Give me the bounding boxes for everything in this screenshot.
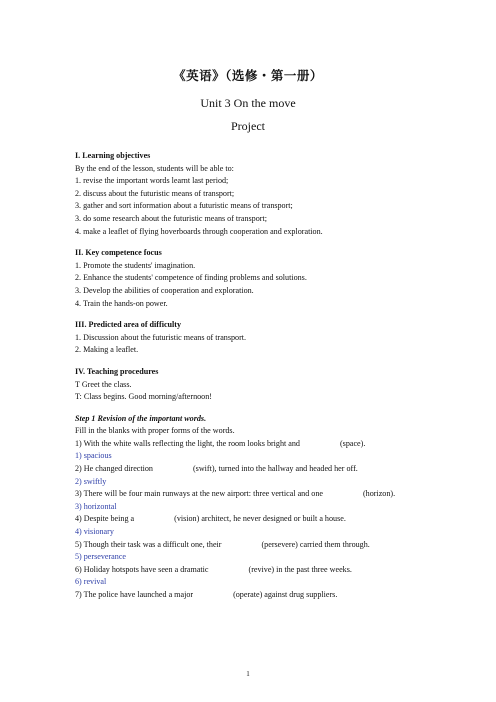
competence-item: 1. Promote the students' imagination. — [75, 260, 196, 270]
procedures-heading: IV. Teaching procedures — [75, 366, 159, 376]
competence-heading: II. Key competence focus — [75, 248, 162, 258]
objective-item: 3. gather and sort information about a futuristic means of transport; — [75, 201, 293, 211]
question-5: 5) Though their task was a difficult one, their (persevere) carried them through. — [75, 539, 370, 549]
difficulty-item: 2. Making a leaflet. — [75, 345, 139, 355]
question-6: 6) Holiday hotspots have seen a dramatic (revive) in the past three weeks. — [75, 564, 352, 574]
objective-item: 4. make a leaflet of flying hoverboards through cooperation and exploration. — [75, 226, 323, 236]
unit-title: Unit 3 On the move — [200, 96, 296, 110]
question-7: 7) The police have launched a major (operate) against drug suppliers. — [75, 590, 338, 599]
answer-6: 6) revival — [75, 577, 107, 587]
objective-item: 1. revise the important words learnt last period; — [75, 176, 229, 186]
objectives-heading: I. Learning objectives — [75, 151, 151, 160]
answer-1: 1) spacious — [75, 451, 112, 461]
question-1: 1) With the white walls reflecting the light, the room looks bright and (space). — [75, 438, 366, 448]
section-title: Project — [231, 119, 265, 133]
question-3: 3) There will be four main runways at the new airport: three vertical and one (horizon). — [75, 489, 396, 499]
objective-item: 2. discuss about the futuristic means of transport; — [75, 188, 235, 198]
question-2: 2) He changed direction (swift), turned into the hallway and headed her off. — [75, 464, 358, 474]
objective-item: 3. do some research about the futuristic means of transport; — [75, 213, 267, 223]
document-title: 《英语》（选修・第一册） — [173, 68, 323, 83]
step1-heading: Step 1 Revision of the important words. — [75, 413, 207, 423]
difficulty-heading: III. Predicted area of difficulty — [75, 320, 182, 330]
competence-item: 2. Enhance the students' competence of finding problems and solutions. — [75, 273, 307, 283]
procedure-line: T: Class begins. Good morning/afternoon! — [75, 392, 212, 402]
answer-4: 4) visionary — [75, 527, 114, 537]
competence-item: 3. Develop the abilities of cooperation and exploration. — [75, 285, 254, 295]
answer-2: 2) swiftly — [75, 476, 107, 486]
step1-instruction: Fill in the blanks with proper forms of the words. — [75, 426, 235, 436]
question-4: 4) Despite being a (vision) architect, he never designed or built a house. — [75, 514, 346, 524]
procedure-line: T Greet the class. — [75, 379, 132, 389]
objectives-intro: By the end of the lesson, students will be able to: — [75, 163, 234, 173]
page-number: 1 — [246, 670, 250, 678]
document-body — [75, 150, 455, 602]
answer-3: 3) horizontal — [75, 501, 117, 511]
competence-item: 4. Train the hands-on power. — [75, 298, 168, 308]
difficulty-item: 1. Discussion about the futuristic means of transport. — [75, 332, 247, 342]
answer-5: 5) perseverance — [75, 552, 127, 562]
